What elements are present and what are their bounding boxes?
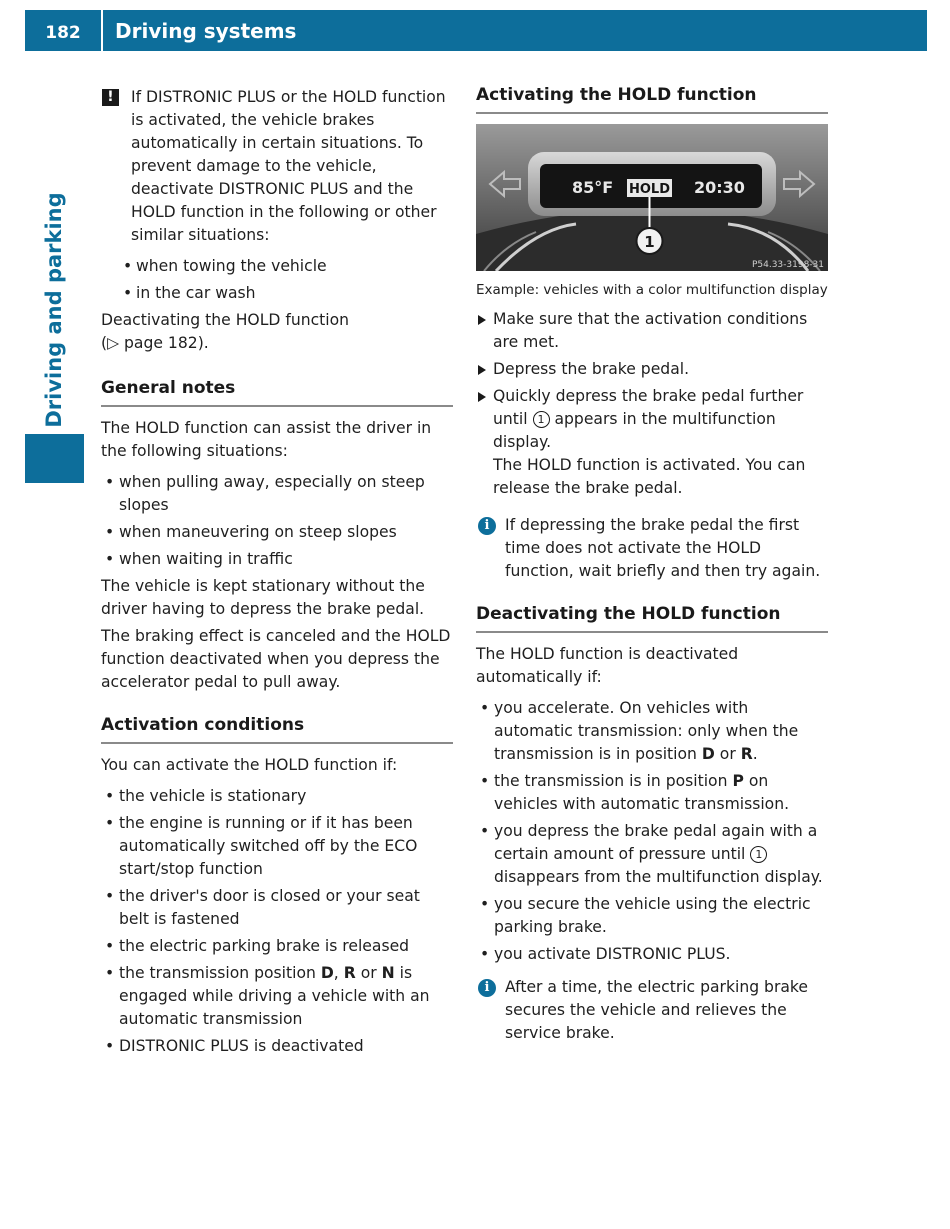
deactivating-list xyxy=(476,697,828,966)
activation-conditions-heading: Activation conditions xyxy=(101,714,453,744)
general-notes-heading: General notes xyxy=(101,377,453,407)
item-text: , xyxy=(333,964,344,982)
step-text: appears in the multifunction display. xyxy=(493,410,776,451)
right-column xyxy=(476,84,828,1059)
cross-reference xyxy=(101,309,453,355)
header-divider xyxy=(101,10,103,51)
multifunction-display-image xyxy=(476,124,828,271)
list-item xyxy=(476,697,828,766)
exclamation-icon: ! xyxy=(102,89,119,106)
step-text: Quickly depress the brake pedal further until xyxy=(493,387,804,428)
time-readout: 20:30 xyxy=(694,178,745,197)
info-note-deactivation xyxy=(476,976,828,1045)
temperature-readout: 85°F xyxy=(572,178,614,197)
list-item: • the electric parking brake is released xyxy=(101,935,453,958)
list-item xyxy=(101,962,453,1031)
general-notes-para1: The vehicle is kept stationary without the driver having to depress the brake pedal. xyxy=(101,577,425,618)
general-notes-para2: The braking effect is canceled and the HOLD function deactivated when you depress the accelerator pedal to pull away. xyxy=(101,627,451,691)
list-item: • when pulling away, especially on steep slopes xyxy=(101,471,453,517)
callout-1-icon: 1 xyxy=(750,846,767,863)
item-text: you depress the brake pedal again with a certain amount of pressure until xyxy=(494,822,818,863)
list-item: • when towing the vehicle xyxy=(101,255,453,278)
item-text: the transmission position xyxy=(119,964,321,982)
item-text: or xyxy=(355,964,382,982)
activation-conditions-list xyxy=(101,785,453,1058)
activation-conditions-intro: You can activate the HOLD function if: xyxy=(101,756,398,774)
list-item: • DISTRONIC PLUS is deactivated xyxy=(101,1035,453,1058)
hold-indicator: HOLD xyxy=(628,182,671,197)
list-item: • when waiting in traffic xyxy=(101,548,453,571)
chapter-label: Driving and parking xyxy=(42,192,66,428)
list-item xyxy=(476,820,828,889)
info-icon: i xyxy=(478,517,496,535)
activating-heading: Activating the HOLD function xyxy=(476,84,828,114)
cross-reference-text: Deactivating the HOLD function xyxy=(101,311,350,329)
gear-d: D xyxy=(320,964,334,982)
page-number: 182 xyxy=(45,23,81,43)
page-reference-link[interactable]: (▷ page 182). xyxy=(101,334,209,352)
item-text: the transmission is in position xyxy=(494,772,733,790)
section-title: Driving systems xyxy=(115,19,297,43)
deactivating-heading: Deactivating the HOLD function xyxy=(476,603,828,633)
info-note-activation xyxy=(476,514,828,583)
gear-r: R xyxy=(740,745,753,763)
deactivating-intro: The HOLD function is deactivated automatically if: xyxy=(476,645,739,686)
figure-caption: Example: vehicles with a color multifunction display xyxy=(476,282,828,298)
gear-n: N xyxy=(381,964,395,982)
chapter-marker xyxy=(25,434,84,483)
activation-steps xyxy=(476,308,828,500)
info-text: If depressing the brake pedal the first time does not activate the HOLD function, wait briefly and then try again. xyxy=(505,516,821,580)
callout-1-icon: 1 xyxy=(533,411,550,428)
info-text: After a time, the electric parking brake secures the vehicle and relieves the service brake. xyxy=(505,978,808,1042)
warning-list xyxy=(101,255,453,305)
step-item: Make sure that the activation conditions are met. xyxy=(476,308,828,354)
list-item: • in the car wash xyxy=(101,282,453,305)
gear-d: D xyxy=(701,745,715,763)
list-item: • when maneuvering on steep slopes xyxy=(101,521,453,544)
list-item: • the driver's door is closed or your seat belt is fastened xyxy=(101,885,453,931)
display-illustration xyxy=(476,124,828,271)
gear-p: P xyxy=(732,772,744,790)
list-item xyxy=(476,770,828,816)
item-text: disappears from the multifunction display. xyxy=(494,868,823,886)
list-item: • the vehicle is stationary xyxy=(101,785,453,808)
info-icon: i xyxy=(478,979,496,997)
image-code: P54.33-3198-31 xyxy=(751,260,824,270)
list-item: • you activate DISTRONIC PLUS. xyxy=(476,943,828,966)
warning-note xyxy=(101,86,453,247)
step-item: Depress the brake pedal. xyxy=(476,358,828,381)
callout-number: 1 xyxy=(644,233,655,251)
left-column xyxy=(101,86,453,1062)
general-notes-intro: The HOLD function can assist the driver in the following situations: xyxy=(101,419,432,460)
step-result: The HOLD function is activated. You can release the brake pedal. xyxy=(493,456,806,497)
list-item: • you secure the vehicle using the electric parking brake. xyxy=(476,893,828,939)
general-notes-list xyxy=(101,471,453,571)
item-text: you accelerate. On vehicles with automatic transmission: only when the transmission is in position xyxy=(494,699,799,763)
warning-text: If DISTRONIC PLUS or the HOLD function is activated, the vehicle brakes automatically in certain situations. To prevent damage to the vehicle, deactivate DISTRONIC PLUS and the HOLD function in the following or other similar situations: xyxy=(131,88,446,244)
item-text: or xyxy=(714,745,741,763)
item-text: . xyxy=(752,745,758,763)
item-text: on vehicles with automatic transmission. xyxy=(494,772,790,813)
list-item: • the engine is running or if it has been automatically switched off by the ECO start/stop function xyxy=(101,812,453,881)
step-item xyxy=(476,385,828,500)
item-text: is engaged while driving a vehicle with an automatic transmission xyxy=(119,964,430,1028)
gear-r: R xyxy=(343,964,356,982)
